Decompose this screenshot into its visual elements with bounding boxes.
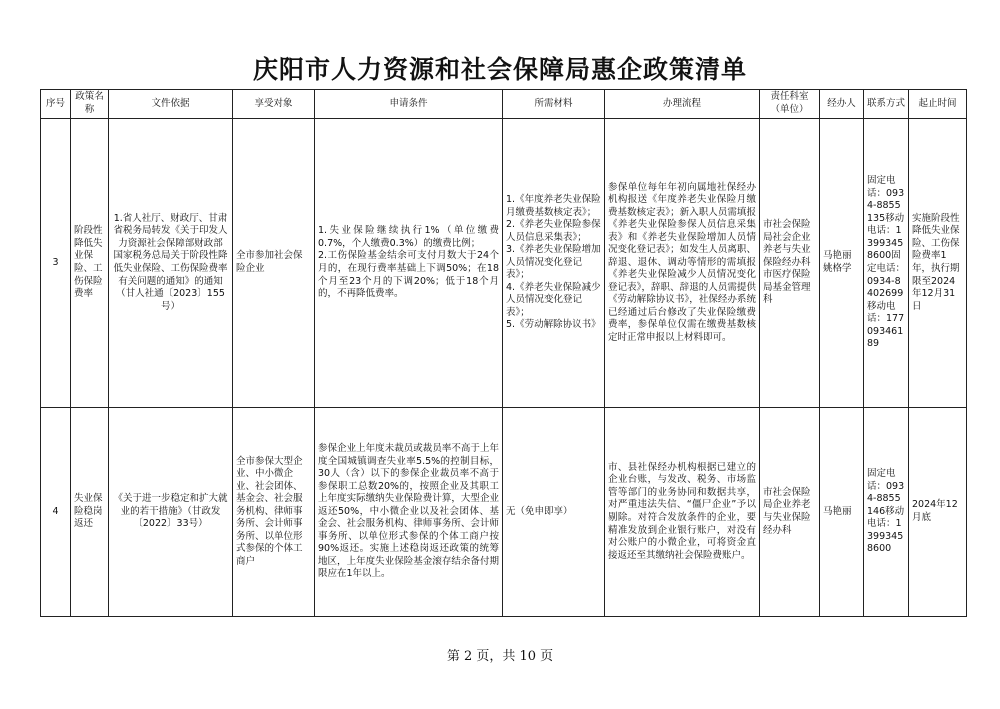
cell-seq: 3 bbox=[41, 119, 71, 408]
cell-beneficiary: 全市参保大型企业、中小微企业、社会团体、基金会、社会服务机构、律师事务所、会计师事务所、以单位形式参保的个体工商户 bbox=[233, 408, 315, 617]
cell-conditions: 1.失业保险继续执行1%（单位缴费0.7%，个人缴费0.3%）的缴费比例； 2.工伤保险基金结余可支付月数大于24个月的，在现行费率基础上下调50%；在18个月至23个月的下调20%；低于18个月的，不再降低费率。 bbox=[315, 119, 503, 408]
table-row bbox=[41, 119, 967, 408]
table-header-row bbox=[41, 90, 967, 119]
cell-materials: 无（免申即享） bbox=[503, 408, 605, 617]
header-policy-name: 政策名称 bbox=[71, 90, 109, 119]
cell-conditions: 参保企业上年度未裁员或裁员率不高于上年度全国城镇调查失业率5.5%的控制目标，30人（含）以下的参保企业裁员率不高于参保职工总数20%的，按照企业及其职工上年度实际缴纳失业保险费计算，大型企业返还50%，中小微企业以及社会团体、基金会、社会服务机构、律师事务所、会计师事务所、以单位形式参保的个体工商户按90%返还。实施上述稳岗返还政策的统筹地区，上年度失业保险基金滚存结余备付期限应在1年以上。 bbox=[315, 408, 503, 617]
cell-contact: 固定电话：0934-8855146移动电话：13993458600 bbox=[864, 408, 909, 617]
cell-process: 参保单位每年年初向属地社保经办机构报送《年度养老失业保险月缴费基数核定表》；新入职人员需填报《养老失业保险参保人员信息采集表》和《养老失业保险增加人员情况变化登记表》；如发生人员离职、辞退、退休、调动等情形的需填报《养老失业保险减少人员情况变化登记表》，辞职、辞退的人员需提供《劳动解除协议书》，社保经办系统已经通过后台修改了失业保险缴费费率，参保单位仅需在缴费基数核定时正常申报以上材料即可。 bbox=[605, 119, 760, 408]
cell-process: 市、县社保经办机构根据已建立的企业台账，与发改、税务、市场监管等部门的业务协同和数据共享，对严重违法失信、“僵尸企业”予以剔除。对符合发放条件的企业，要精准发放到企业银行账户，对没有对公账户的小微企业，可将资金直接返还至其缴纳社会保险费账户。 bbox=[605, 408, 760, 617]
header-process: 办理流程 bbox=[605, 90, 760, 119]
table-row bbox=[41, 408, 967, 617]
cell-doc-basis: 《关于进一步稳定和扩大就业的若干措施》（甘政发〔2022〕33号） bbox=[109, 408, 233, 617]
policy-table bbox=[40, 89, 967, 617]
cell-seq: 4 bbox=[41, 408, 71, 617]
header-dept: 责任科室（单位） bbox=[760, 90, 820, 119]
cell-handler: 马艳丽 bbox=[820, 408, 864, 617]
header-seq: 序号 bbox=[41, 90, 71, 119]
cell-beneficiary: 全市参加社会保险企业 bbox=[233, 119, 315, 408]
cell-period: 实施阶段性降低失业保险、工伤保险费率1年，执行期限至2024年12月31日 bbox=[909, 119, 967, 408]
cell-doc-basis: 1.省人社厅、财政厅、甘肃省税务局转发《关于印发人力资源社会保障部财政部 国家税务总局关于阶段性降低失业保险、工伤保险费率有关问题的通知》的通知（甘人社通〔2023〕155号） bbox=[109, 119, 233, 408]
cell-handler: 马艳丽姚格学 bbox=[820, 119, 864, 408]
cell-contact: 固定电话：0934-8855135移动电话：13993458600固定电话：0934-8402699移动电话：17709346189 bbox=[864, 119, 909, 408]
cell-materials: 1.《年度养老失业保险月缴费基数核定表》； 2.《养老失业保险参保人员信息采集表》； 3.《养老失业保险增加人员情况变化登记表》； 4.《养老失业保险减少人员情况变化登记表》； 5.《劳动解除协议书》 bbox=[503, 119, 605, 408]
cell-dept: 市社会保险局企业养老与失业保险经办科 bbox=[760, 408, 820, 617]
header-materials: 所需材料 bbox=[503, 90, 605, 119]
cell-policy-name: 阶段性降低失业保险、工伤保险费率 bbox=[71, 119, 109, 408]
cell-period: 2024年12月底 bbox=[909, 408, 967, 617]
page-footer: 第 2 页，共 10 页 bbox=[446, 649, 554, 664]
cell-dept: 市社会保险局社会企业养老与失业保险经办科市医疗保险局基金管理科 bbox=[760, 119, 820, 408]
cell-policy-name: 失业保险稳岗返还 bbox=[71, 408, 109, 617]
header-beneficiary: 享受对象 bbox=[233, 90, 315, 119]
header-contact: 联系方式 bbox=[864, 90, 909, 119]
page-title: 庆阳市人力资源和社会保障局惠企政策清单 bbox=[252, 55, 747, 84]
header-period: 起止时间 bbox=[909, 90, 967, 119]
header-conditions: 申请条件 bbox=[315, 90, 503, 119]
header-doc-basis: 文件依据 bbox=[109, 90, 233, 119]
header-handler: 经办人 bbox=[820, 90, 864, 119]
